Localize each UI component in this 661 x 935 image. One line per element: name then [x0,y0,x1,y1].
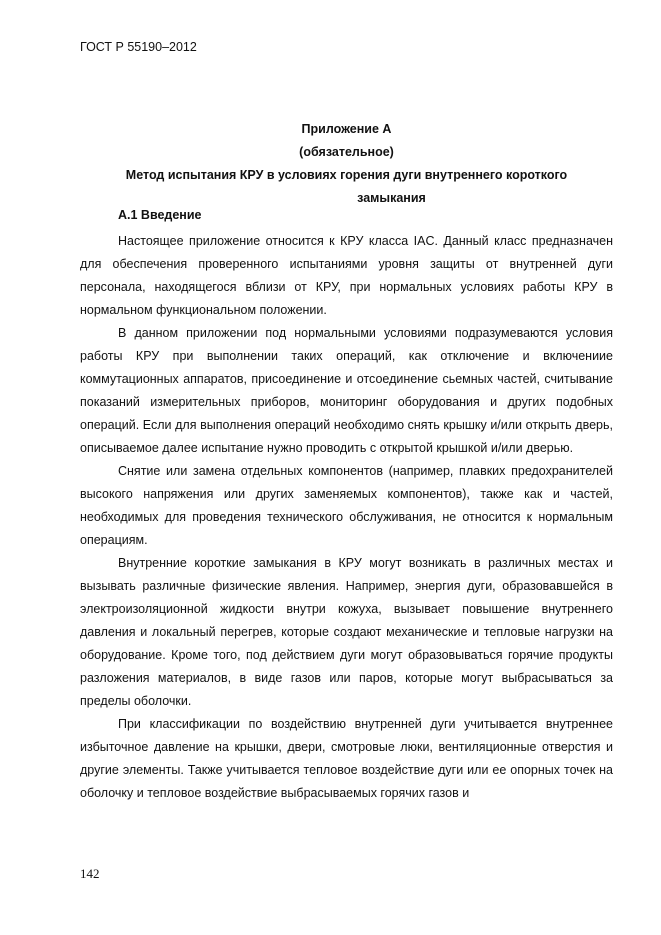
paragraph: В данном приложении под нормальными условиями подразумеваются условия работы КРУ при выполнении таких операций, как отключение и включениие коммутационных аппаратов, присоединение и отсоединение сьемных частей, считывание показаний измерительных приборов, мониторинг оборудования и других подобных операций. Если для выполнения операций необходимо снять крышку и/или открыть дверь, описываемое далее испытание нужно проводить с открытой крышкой и/или дверью. [80,326,613,455]
standard-designation: ГОСТ Р 55190–2012 [80,40,197,54]
paragraph: При классификации по воздействию внутренней дуги учитывается внутреннее избыточное давление на крышки, двери, смотровые люки, вентиляционные отверстия и другие элементы. Также учитывается тепловое воздействие дуги или ее опорных точек на оболочку и тепловое воздействие выбрасываемых горячих газов и [80,717,613,800]
appendix-status: (обязательное) [299,145,394,159]
body-text [80,230,613,805]
paragraph: Снятие или замена отдельных компонентов (например, плавких предохранителей высокого напряжения или других заменяемых компонентов), также как и частей, необходимых для проведения технического обслуживания, не относится к нормальным операциям. [80,464,613,547]
appendix-heading-line1: Метод испытания КРУ в условиях горения дуги внутреннего короткого [125,168,568,182]
appendix-title-block [80,118,613,210]
section-title: А.1 Введение [118,208,202,222]
appendix-heading-line2: замыкания [357,191,426,205]
paragraph: Настоящее приложение относится к КРУ класса IAC. Данный класс предназначен для обеспечения проверенного испытаниями уровня защиты от внутренней дуги персонала, находящегося вблизи от КРУ, при нормальных условиях работы КРУ в нормальном функциональном положении. [80,234,613,317]
appendix-title: Приложение А [301,122,392,136]
paragraph: Внутренние короткие замыкания в КРУ могут возникать в различных местах и вызывать различные физические явления. Например, энергия дуги, образовавшейся в электроизоляционной жидкости внутри кожуха, вызывает повышение внутреннего давления и локальный перегрев, которые создают механические и тепловые нагрузки на оборудование. Кроме того, под действием дуги могут образовываться горячие продукты разложения материалов, в виде газов или паров, которые могут выбрасываться за пределы оболочки. [80,556,613,708]
page-number: 142 [80,866,100,881]
